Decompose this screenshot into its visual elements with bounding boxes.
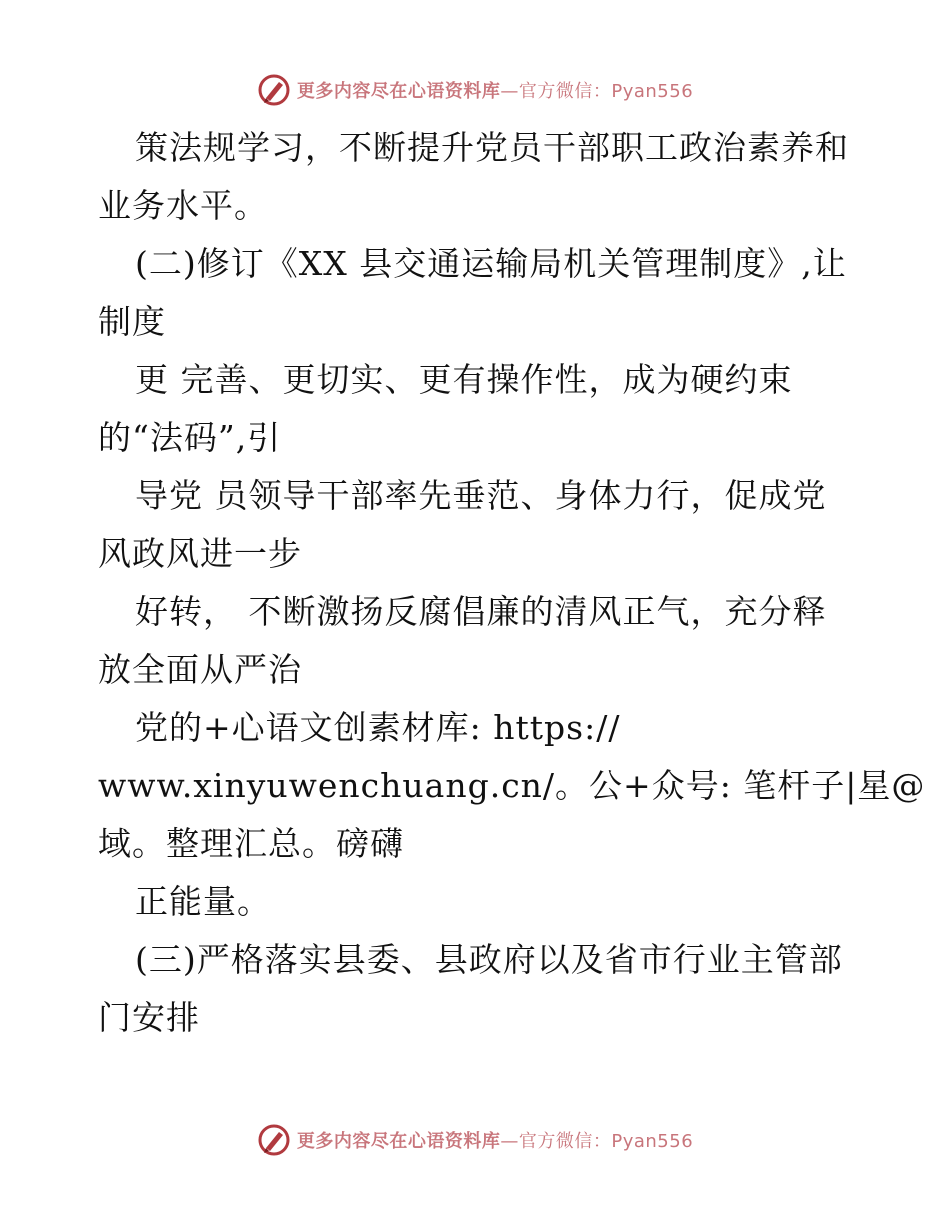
paragraph-line: 更 完善、更切实、更有操作性，成为硬约束: [135, 360, 793, 399]
banner-wechat: —官方微信：Pyan556: [500, 81, 694, 102]
banner-title: 更多内容尽在心语资料库: [296, 81, 501, 102]
paragraph-line: 业务水平。: [98, 186, 268, 225]
paragraph-line: 正能量。: [135, 882, 271, 921]
paragraph-line: 好转， 不断激扬反腐倡廉的清风正气，充分释: [135, 592, 827, 631]
paragraph-line: 导党 员领导干部率先垂范、身体力行，促成党: [135, 476, 827, 515]
paragraph-line: 党的+心语文创素材库: https://: [135, 708, 621, 747]
banner-title: 更多内容尽在心语资料库: [296, 1131, 501, 1152]
footer-banner: [0, 1120, 950, 1160]
paragraph-line: 域。整理汇总。磅礴: [98, 824, 404, 863]
paragraph-line: 放全面从严治: [98, 650, 302, 689]
paragraph-line: 制度: [98, 302, 166, 341]
pen-logo-icon: [257, 1123, 291, 1157]
paragraph-line: 门安排: [98, 998, 200, 1037]
paragraph-line: 的“法码”,引: [98, 418, 282, 457]
paragraph-line: www.xinyuwenchuang.cn/。公+众号: 笔杆子|星@: [98, 766, 926, 805]
paragraph-line: (二)修订《XX 县交通运输局机关管理制度》,让: [135, 244, 847, 283]
banner-wechat: —官方微信：Pyan556: [500, 1131, 694, 1152]
paragraph-line: (三)严格落实县委、县政府以及省市行业主管部: [135, 940, 843, 979]
paragraph-line: 风政风进一步: [98, 534, 302, 573]
paragraph-line: 策法规学习，不断提升党员干部职工政治素养和: [135, 128, 849, 167]
